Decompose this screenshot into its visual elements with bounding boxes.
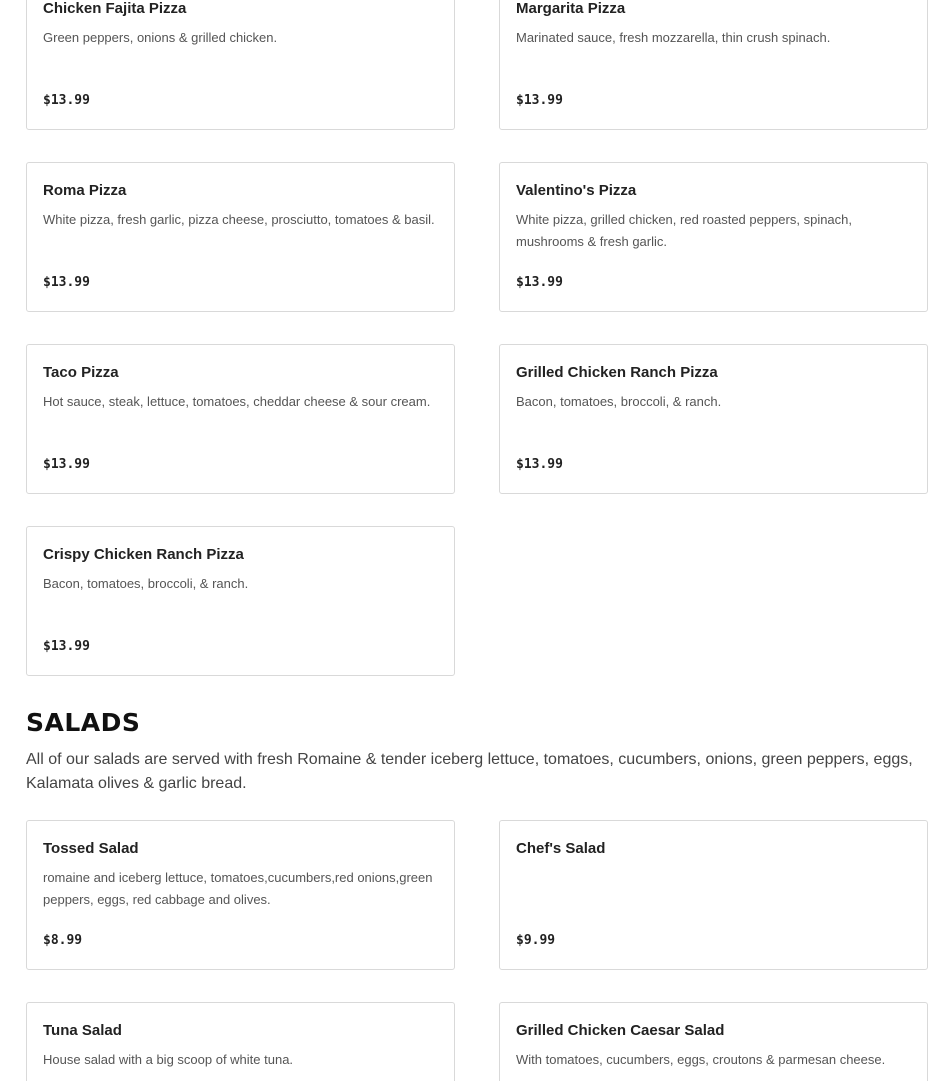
- menu-item-price: $13.99: [43, 275, 90, 290]
- menu-item-name: Roma Pizza: [43, 182, 127, 199]
- menu-item-price: $13.99: [516, 93, 563, 108]
- menu-item-price: $8.99: [43, 933, 83, 948]
- menu-item-card[interactable]: [499, 820, 928, 970]
- menu-item-description: Bacon, tomatoes, broccoli, & ranch.: [43, 576, 249, 591]
- menu-item-price: $9.99: [516, 933, 556, 948]
- menu-item-card[interactable]: [499, 162, 928, 312]
- menu-item-name: Grilled Chicken Caesar Salad: [516, 1022, 725, 1039]
- menu-item-description: Green peppers, onions & grilled chicken.: [43, 30, 278, 45]
- menu-item-description: With tomatoes, cucumbers, eggs, croutons & parmesan cheese.: [516, 1052, 886, 1067]
- menu-item-description: Marinated sauce, fresh mozzarella, thin crush spinach.: [516, 30, 831, 45]
- menu-item-name: Crispy Chicken Ranch Pizza: [43, 546, 244, 563]
- menu-item-description: House salad with a big scoop of white tuna.: [43, 1052, 294, 1067]
- menu-item-name: Margarita Pizza: [516, 0, 626, 17]
- menu-item-price: $13.99: [43, 457, 90, 472]
- menu-item-name: Valentino's Pizza: [516, 182, 637, 199]
- menu-item-name: Taco Pizza: [43, 364, 119, 381]
- menu-item-name: Chef's Salad: [516, 840, 606, 857]
- section-description: All of our salads are served with fresh Romaine & tender iceberg lettuce, tomatoes, cucumbers, onions, green peppers, eggs, Kalamata olives & garlic bread.: [26, 751, 913, 792]
- menu-item-price: $13.99: [43, 93, 90, 108]
- menu-item-card[interactable]: [26, 526, 455, 676]
- menu-item-name: Grilled Chicken Ranch Pizza: [516, 364, 718, 381]
- menu-item-description: White pizza, grilled chicken, red roasted peppers, spinach, mushrooms & fresh garlic.: [516, 212, 853, 249]
- menu-item-name: Chicken Fajita Pizza: [43, 0, 187, 17]
- menu-item-price: $13.99: [516, 457, 563, 472]
- menu-item-description: Hot sauce, steak, lettuce, tomatoes, cheddar cheese & sour cream.: [43, 394, 431, 409]
- menu-item-name: Tuna Salad: [43, 1022, 122, 1039]
- menu-item-card[interactable]: [499, 0, 928, 130]
- menu-item-description: White pizza, fresh garlic, pizza cheese, prosciutto, tomatoes & basil.: [43, 212, 435, 227]
- menu-item-card[interactable]: [26, 162, 455, 312]
- menu-item-card[interactable]: [26, 0, 455, 130]
- menu-item-card[interactable]: [499, 344, 928, 494]
- menu-item-card[interactable]: [26, 344, 455, 494]
- menu-item-card[interactable]: [26, 1002, 455, 1081]
- menu-item-card[interactable]: [26, 820, 455, 970]
- menu-item-description: romaine and iceberg lettuce, tomatoes,cucumbers,red onions,green peppers, eggs, red cabbage and olives.: [43, 870, 433, 907]
- menu-item-card[interactable]: [499, 1002, 928, 1081]
- menu-item-name: Tossed Salad: [43, 840, 139, 857]
- menu-item-description: Bacon, tomatoes, broccoli, & ranch.: [516, 394, 722, 409]
- menu-item-price: $13.99: [516, 275, 563, 290]
- section-title-salads: SALADS: [26, 708, 141, 737]
- menu-item-price: $13.99: [43, 639, 90, 654]
